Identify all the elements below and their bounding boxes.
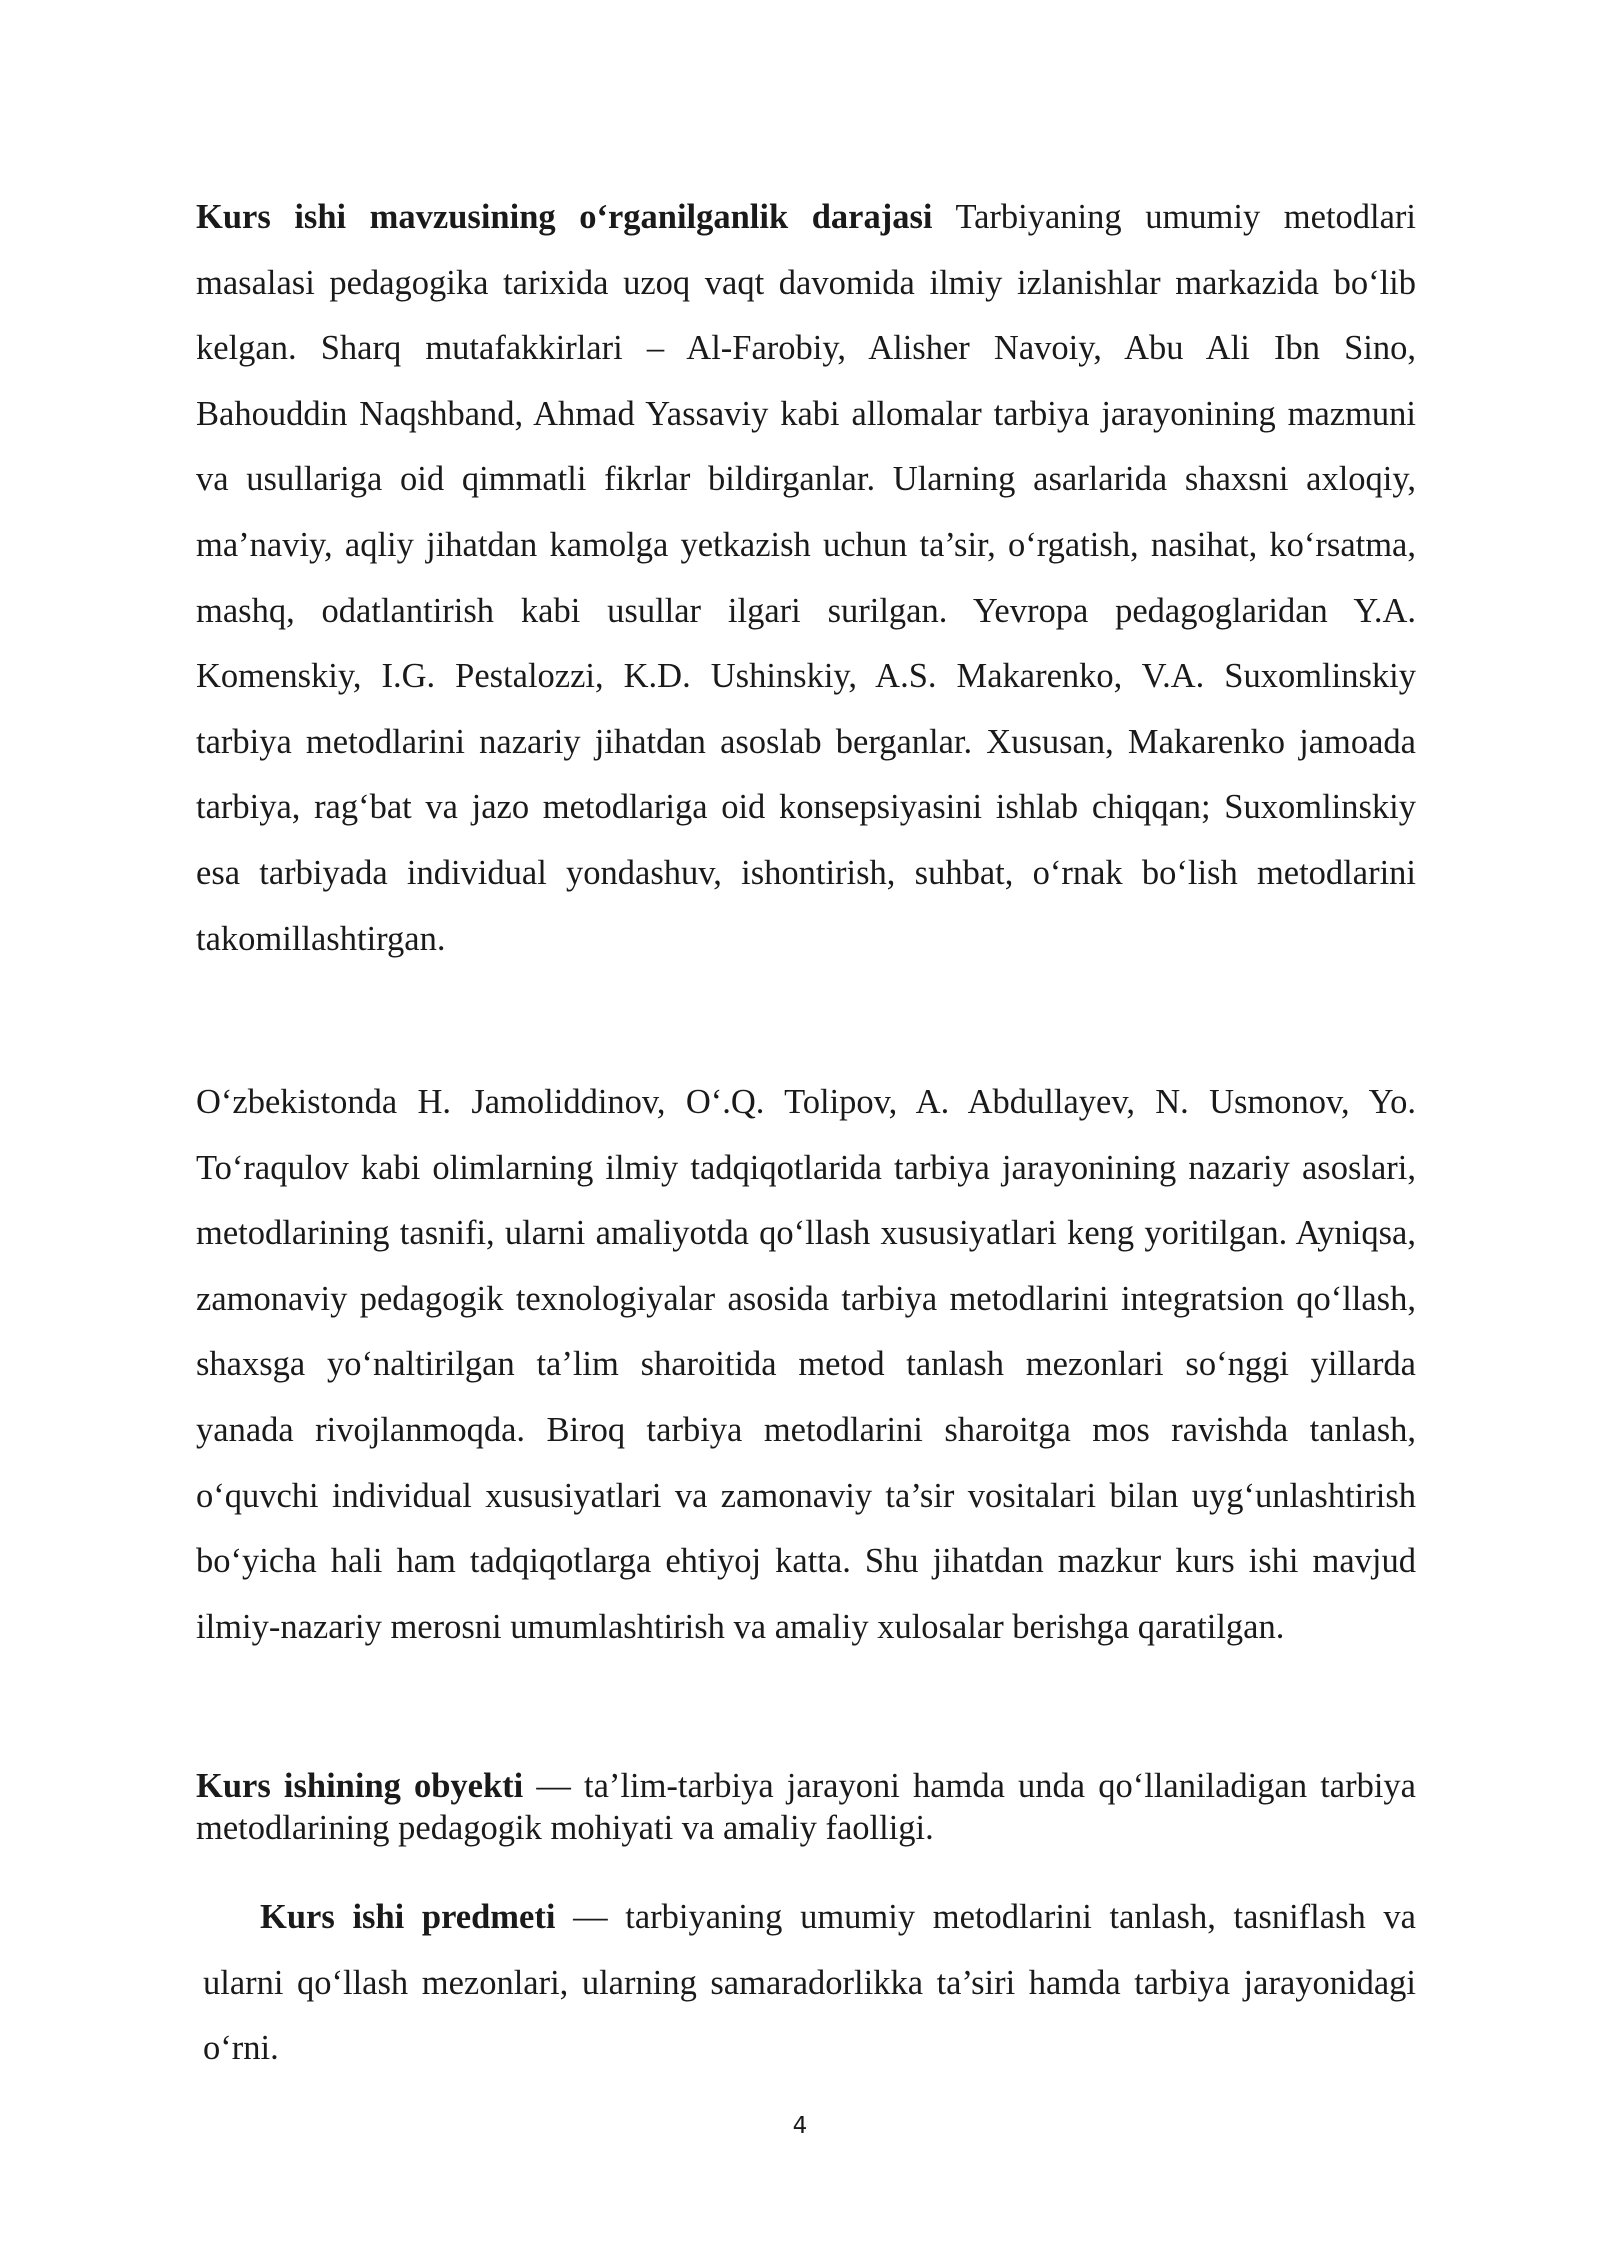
paragraph-uzbek-research <box>196 1070 1416 1660</box>
paragraph-research-object <box>196 1765 1416 1849</box>
page-number: 4 <box>792 2113 808 2139</box>
paragraph-study-level <box>196 185 1416 972</box>
paragraph-heading: Kurs ishi mavzusining o‘rganilganlik darajasi <box>196 198 933 236</box>
paragraph-text: Tarbiyaning umumiy metodlari masalasi pedagogika tarixida uzoq vaqt davomida ilmiy izlanishlar markazida bo‘lib kelgan. Sharq mutafakkirlari – Al-Farobiy, Alisher Navoiy, Abu Ali Ibn Sino, Bahouddin Naqshband, Ahmad Yassaviy kabi allomalar tarbiya jarayonining mazmuni va usullariga oid qimmatli fikrlar bildirganlar. Ularning asarlarida shaxsni axloqiy, ma’naviy, aqliy jihatdan kamolga yetkazish uchun ta’sir, o‘rgatish, nasihat, ko‘rsatma, mashq, odatlantirish kabi usullar ilgari surilgan. Yevropa pedagoglaridan Y.A. Komenskiy, I.G. Pestalozzi, K.D. Ushinskiy, A.S. Makarenko, V.A. Suxomlinskiy tarbiya metodlarini nazariy jihatdan asoslab berganlar. Xususan, Makarenko jamoada tarbiya, rag‘bat va jazo metodlariga oid konsepsiyasini ishlab chiqqan; Suxomlinskiy esa tarbiyada individual yondashuv, ishontirish, suhbat, o‘rnak bo‘lish metodlarini takomillashtirgan. <box>196 198 1416 958</box>
paragraph-text: — tarbiyaning umumiy metodlarini tanlash, tasniflash va ularni qo‘llash mezonlari, ularning samaradorlikka ta’siri hamda tarbiya jarayonidagi o‘rni. <box>203 1898 1416 2068</box>
paragraph-text: O‘zbekistonda H. Jamoliddinov, O‘.Q. Tolipov, A. Abdullayev, N. Usmonov, Yo. To‘raqulov kabi olimlarning ilmiy tadqiqotlarida tarbiya jarayonining nazariy asoslari, metodlarining tasnifi, ularni amaliyotda qo‘llash xususiyatlari keng yoritilgan. Ayniqsa, zamonaviy pedagogik texnologiyalar asosida tarbiya metodlarini integratsion qo‘llash, shaxsga yo‘naltirilgan ta’lim sharoitida metod tanlash mezonlari so‘nggi yillarda yanada rivojlanmoqda. Biroq tarbiya metodlarini sharoitga mos ravishda tanlash, o‘quvchi individual xususiyatlari va zamonaviy ta’sir vositalari bilan uyg‘unlashtirish bo‘yicha hali ham tadqiqotlarga ehtiyoj katta. Shu jihatdan mazkur kurs ishi mavjud ilmiy-nazariy merosni umumlashtirish va amaliy xulosalar berishga qaratilgan. <box>196 1083 1416 1646</box>
paragraph-text: — ta’lim-tarbiya jarayoni hamda unda qo‘llaniladigan tarbiya metodlarining pedagogik mohiyati va amaliy faolligi. <box>196 1767 1416 1847</box>
paragraph-research-subject <box>203 1885 1416 2082</box>
paragraph-heading: Kurs ishi predmeti <box>260 1898 556 1936</box>
paragraph-heading: Kurs ishining obyekti <box>196 1767 524 1805</box>
